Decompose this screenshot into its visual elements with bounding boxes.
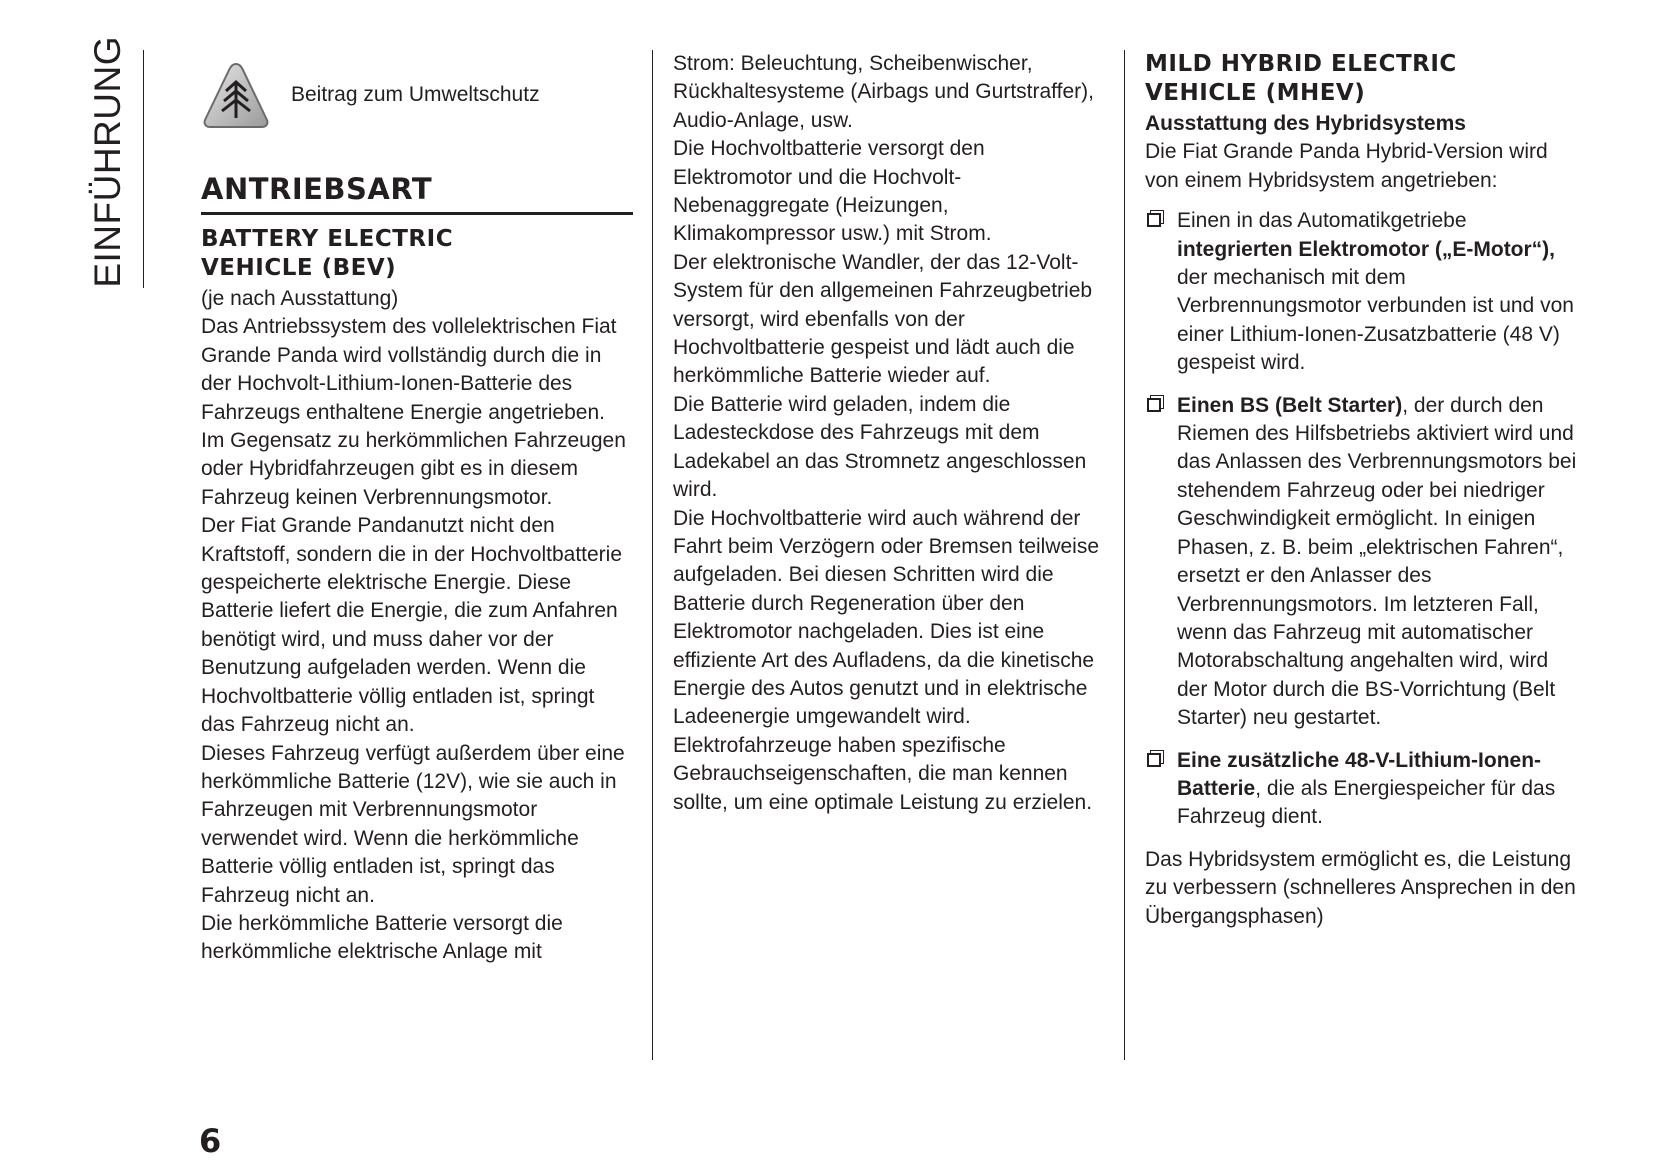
environment-note-label: Beitrag zum Umweltschutz xyxy=(291,82,540,106)
chapter-side-title-text: EINFÜHRUNG xyxy=(87,36,128,288)
bullet-list xyxy=(1145,207,1583,832)
list-item-bold: Eine zusätzliche 48-V-Lithium-Ionen-Batterie xyxy=(1177,748,1542,800)
column-3 xyxy=(1145,50,1583,931)
list-item-text: der mechanisch mit dem Verbrennungsmotor verbunden ist und von einer Lithium-Ionen-Zusatzbatterie (48 V) gespeist wird. xyxy=(1177,266,1574,375)
paragraph: Das Antriebssystem des vollelektrischen Fiat Grande Panda wird vollständig durch die in der Hochvolt-Lithium-Ionen-Batterie des Fahrzeugs enthaltene Energie angetrieben. Im Gegensatz zu herkömmlichen Fahrzeugen oder Hybridfahrzeugen gibt es in diesem Fahrzeug keinen Verbrennungsmotor. xyxy=(201,315,626,509)
column-divider xyxy=(1124,50,1125,1060)
section-heading: ANTRIEBSART xyxy=(201,172,633,215)
paragraph: Elektrofahrzeuge haben spezifische Gebrauchseigenschaften, die man kennen sollte, um eine optimale Leistung zu erzielen. xyxy=(673,733,1093,814)
paragraph: Die Hochvoltbatterie wird auch während der Fahrt beim Verzögern oder Bremsen teilweise aufgeladen. Bei diesen Schritten wird die Batterie durch Regeneration über den Elektromotor nachgeladen. Dies ist eine effiziente Art des Aufladens, da die kinetische Energie des Autos genutzt und in elektrische Ladeenergie umgewandelt wird. xyxy=(673,506,1100,729)
subsection-heading-line: MILD HYBRID ELECTRIC xyxy=(1145,51,1457,77)
chapter-side-title xyxy=(80,36,136,288)
paragraph: Der Fiat Grande Pandanutzt nicht den Kraftstoff, sondern die in der Hochvoltbatterie gespeicherte elektrische Energie. Diese Batterie liefert die Energie, die zum Anfahren benötigt wird, und muss daher vor der Benutzung aufgeladen werden. Wenn die Hochvoltbatterie völlig entladen ist, springt das Fahrzeug nicht an. xyxy=(201,514,623,737)
subheading-hybrid-equipment: Ausstattung des Hybridsystems xyxy=(1145,112,1466,135)
list-item-bold: integrierten Elektromotor („E-Motor“), xyxy=(1177,237,1556,261)
paragraph: Die Hochvoltbatterie versorgt den Elektromotor und die Hochvolt-Nebenaggregate (Heizungen, Klimakompressor usw.) mit Strom. xyxy=(673,137,992,246)
side-title-rule xyxy=(143,50,144,288)
checkbox-bullet-icon xyxy=(1147,753,1161,767)
paragraph: Die Batterie wird geladen, indem die Ladesteckdose des Fahrzeugs mit dem Ladekabel an das Stromnetz angeschlossen wird. xyxy=(673,392,1087,502)
page-number: 6 xyxy=(199,1122,222,1160)
column-1 xyxy=(201,50,633,967)
subsection-heading-line: VEHICLE (MHEV) xyxy=(1145,80,1366,106)
list-item-text: Einen in das Automatikgetriebe xyxy=(1177,209,1467,233)
list-item xyxy=(1145,392,1583,733)
paragraph: Die herkömmliche Batterie versorgt die herkömmliche elektrische Anlage mit xyxy=(201,911,563,964)
paragraph: Die Fiat Grande Panda Hybrid-Version wird von einem Hybridsystem angetrieben: xyxy=(1145,140,1548,192)
list-item-text: , der durch den Riemen des Hilfsbetriebs aktiviert wird und das Anlassen des Verbrennungsmotors bei stehendem Fahrzeug oder bei niedriger Geschwindigkeit ermöglicht. In einigen Phasen, z. B. beim „elektrischen Fahren“, ersetzt er den Anlasser des Verbrennungsmotors. Im letzteren Fall, wenn das Fahrzeug mit automatischer Motorabschaltung angehalten wird, wird der Motor durch die BS-Vorrichtung (Belt Starter) neu gestartet. xyxy=(1177,393,1577,730)
environment-note xyxy=(201,60,633,130)
paragraph: Strom: Beleuchtung, Scheibenwischer, Rückhaltesysteme (Airbags und Gurtstraffer), Audio-Anlage, usw. xyxy=(673,52,1094,132)
subsection-heading-line: BATTERY ELECTRIC xyxy=(201,226,454,252)
paragraph: (je nach Ausstattung) xyxy=(201,287,399,310)
list-item xyxy=(1145,747,1583,832)
subsection-heading-line: VEHICLE (BEV) xyxy=(201,255,397,281)
subsection-heading-bev xyxy=(201,225,633,283)
paragraph: Dieses Fahrzeug verfügt außerdem über eine herkömmliche Batterie (12V), wie sie auch in Fahrzeugen mit Verbrennungsmotor verwendet wird. Wenn die herkömmliche Batterie völlig entladen ist, springt das Fahrzeug nicht an. xyxy=(201,741,625,907)
column-divider xyxy=(652,50,653,1060)
checkbox-bullet-icon xyxy=(1147,213,1161,227)
paragraph: Das Hybridsystem ermöglicht es, die Leistung zu verbessern (schnelleres Ansprechen in den Übergangsphasen) xyxy=(1145,847,1576,928)
checkbox-bullet-icon xyxy=(1147,398,1161,412)
list-item xyxy=(1145,207,1583,377)
tree-triangle-icon xyxy=(201,60,271,130)
paragraph: Der elektronische Wandler, der das 12-Volt-System für den allgemeinen Fahrzeugbetrieb versorgt, wird ebenfalls von der Hochvoltbatterie gespeist und lädt auch die herkömmliche Batterie wieder auf. xyxy=(673,250,1093,388)
column-2 xyxy=(673,50,1105,817)
subsection-heading-mhev xyxy=(1145,50,1583,108)
list-item-bold: Einen BS (Belt Starter) xyxy=(1177,393,1403,417)
list-item-text: , die als Energiespeicher für das Fahrzeug dient. xyxy=(1177,776,1556,829)
